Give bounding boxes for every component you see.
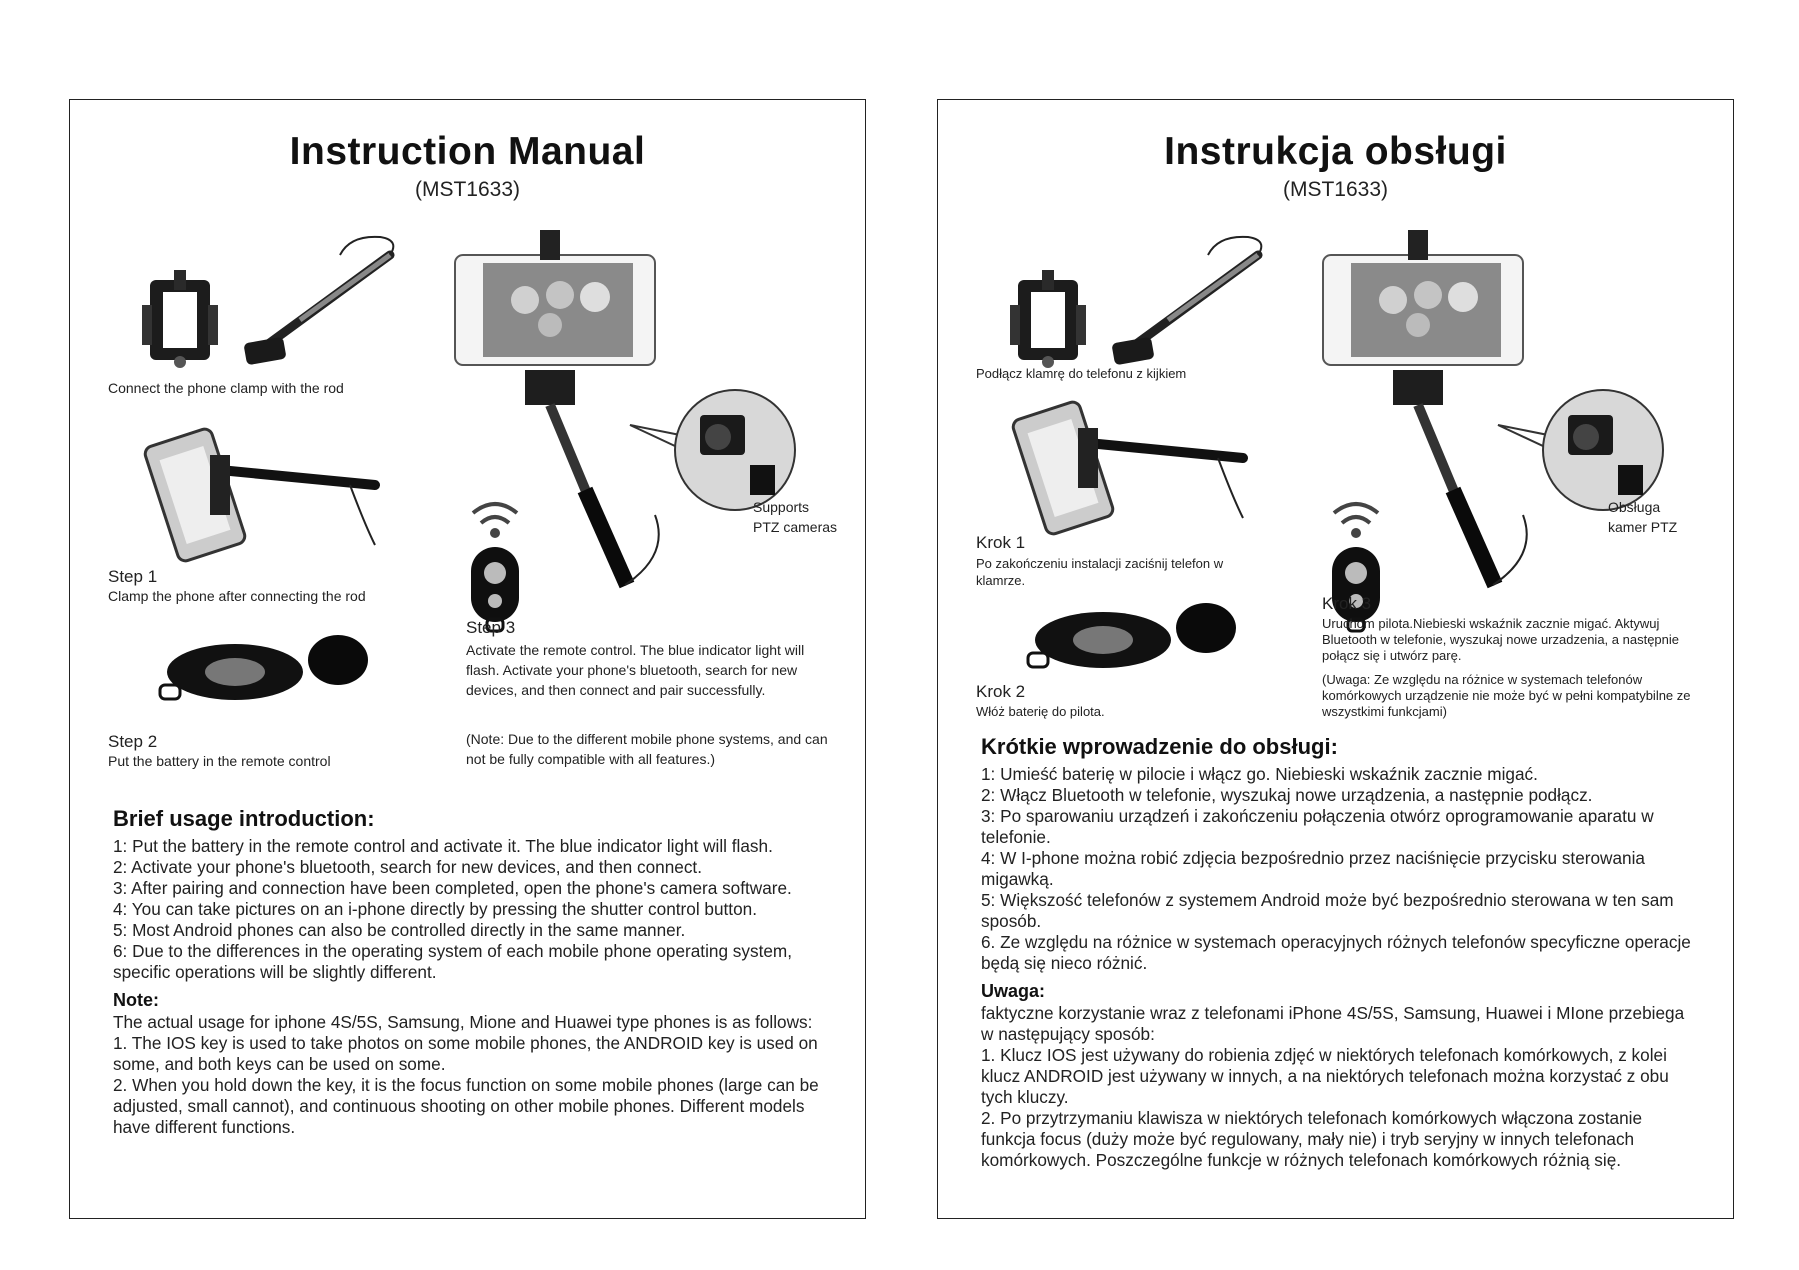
brief-item: 5: Most Android phones can also be controlled directly in the same manner. <box>113 920 686 940</box>
brief-usage-section <box>981 734 1701 1171</box>
step1-text: Po zakończeniu instalacji zaciśnij telefon w klamrze. <box>976 556 1224 588</box>
note-item: 2. Po przytrzymaniu klawisza w niektórych telefonach komórkowych włączona zostanie funkcja focus (duży może być regulowany, mały nie) i tryb seryjny w innych telefonach komórkowych. Poszczególne funkcje w różnych telefonach komórkowych różnią się. <box>981 1108 1643 1170</box>
clamp-caption: Connect the phone clamp with the rod <box>108 380 344 396</box>
note-heading: Uwaga: <box>981 981 1046 1001</box>
brief-item: 2: Activate your phone's bluetooth, search for new devices, and then connect. <box>113 857 702 877</box>
brief-item: 6. Ze względu na różnice w systemach operacyjnych różnych telefonów specyficzne operacje będą się nieco różnić. <box>981 932 1691 973</box>
brief-item: 3: Po sparowaniu urządzeń i zakończeniu połączenia otwórz oprogramowanie aparatu w telefonie. <box>981 806 1654 847</box>
note-item: The actual usage for iphone 4S/5S, Samsung, Mione and Huawei type phones is as follows: <box>113 1012 813 1032</box>
step2-heading: Step 2 <box>108 732 158 751</box>
brief-item: 5: Większość telefonów z systemem Android może być bezpośrednio sterowana w ten sam sposób. <box>981 890 1674 931</box>
model-number: (MST1633) <box>1282 178 1389 201</box>
ptz-support-label-line1: Supports <box>753 499 810 515</box>
note-heading: Note: <box>113 990 159 1010</box>
brief-usage-section <box>113 806 833 1138</box>
brief-item: 4: W I-phone można robić zdjęcia bezpośrednio przez naciśnięcie przycisku sterowania migawką. <box>981 848 1645 889</box>
step3-note: (Note: Due to the different mobile phone systems, and can not be fully compatible with all features.) <box>466 731 828 767</box>
note-item: 2. When you hold down the key, it is the focus function on some mobile phones (large can be adjusted, small cannot), and continuous shooting on other mobile phones. Different models have different functions. <box>113 1075 819 1137</box>
step1-text: Clamp the phone after connecting the rod <box>108 588 366 604</box>
english-manual-page <box>69 99 866 1219</box>
brief-item: 2: Włącz Bluetooth w telefonie, wyszukaj nowe urządzenia, a następnie podłącz. <box>981 785 1593 805</box>
page-title: Instruction Manual <box>289 130 646 173</box>
brief-item: 1: Put the battery in the remote control and activate it. The blue indicator light will flash. <box>113 836 773 856</box>
phone-clamp-illustration <box>998 270 1098 380</box>
remote-battery-illustration <box>160 630 370 710</box>
model-number: (MST1633) <box>414 178 521 201</box>
step1-heading: Krok 1 <box>976 533 1026 552</box>
selfie-rod-illustration <box>230 235 410 375</box>
step2-text: Put the battery in the remote control <box>108 753 331 769</box>
step1-heading: Step 1 <box>108 567 158 586</box>
clamped-phone-illustration <box>150 425 390 570</box>
brief-item: 4: You can take pictures on an i-phone directly by pressing the shutter control button. <box>113 899 757 919</box>
brief-usage-heading: Brief usage introduction: <box>113 806 375 831</box>
clamp-caption: Podłącz klamrę do telefonu z kijkiem <box>976 366 1187 381</box>
note-item: 1. The IOS key is used to take photos on some mobile phones, the ANDROID key is used on some, and both keys can be used on some. <box>113 1033 818 1074</box>
page-title: Instrukcja obsługi <box>1164 130 1507 173</box>
brief-item: 1: Umieść baterię w pilocie i włącz go. Niebieski wskaźnik zacznie migać. <box>981 764 1538 784</box>
phone-clamp-illustration <box>130 270 230 380</box>
selfie-rod-illustration <box>1098 235 1278 375</box>
bluetooth-remote-icon <box>1326 495 1386 635</box>
clamped-phone-illustration <box>1018 398 1258 543</box>
note-item: 1. Klucz IOS jest używany do robienia zdjęć w niektórych telefonach komórkowych, z kolei klucz ANDROID jest używany w innych, a na niektórych telefonach można korzystać z obu tych kluczy. <box>981 1045 1669 1107</box>
brief-usage-heading: Krótkie wprowadzenie do obsługi: <box>981 734 1338 759</box>
ptz-support-label-line1: Obsługa <box>1608 499 1661 515</box>
ptz-support-label-line2: kamer PTZ <box>1608 519 1678 535</box>
step3-heading: Krok 3 <box>1322 594 1372 613</box>
step3-text: Uruchom pilota.Niebieski wskaźnik zacznie migać. Aktywuj Bluetooth w telefonie, wyszukaj nowe urzadzenia, a następnie połącz się i utwórz parę. <box>1322 616 1679 663</box>
remote-battery-illustration <box>1028 598 1238 678</box>
brief-item: 6: Due to the differences in the operating system of each mobile phone operating system, specific operations will be slightly different. <box>113 941 792 982</box>
step2-heading: Krok 2 <box>976 682 1026 701</box>
ptz-support-label-line2: PTZ cameras <box>753 519 838 535</box>
step3-text: Activate the remote control. The blue indicator light will flash. Activate your phone's bluetooth, search for new devices, and then connect and pair successfully. <box>466 642 805 698</box>
note-item: faktyczne korzystanie wraz z telefonami iPhone 4S/5S, Samsung, Huawei i MIone przebiega w następujący sposób: <box>981 1003 1685 1044</box>
step2-text: Włóż baterię do pilota. <box>976 704 1105 719</box>
step3-heading: Step 3 <box>466 618 516 637</box>
polish-manual-page <box>937 99 1734 1219</box>
bluetooth-remote-icon <box>465 495 525 635</box>
step3-note: (Uwaga: Ze względu na różnice w systemach telefonów komórkowych urządzenie nie może być w pełni kompatybilne ze wszystkimi funkcjami) <box>1322 672 1691 719</box>
brief-item: 3: After pairing and connection have been completed, open the phone's camera software. <box>113 878 792 898</box>
